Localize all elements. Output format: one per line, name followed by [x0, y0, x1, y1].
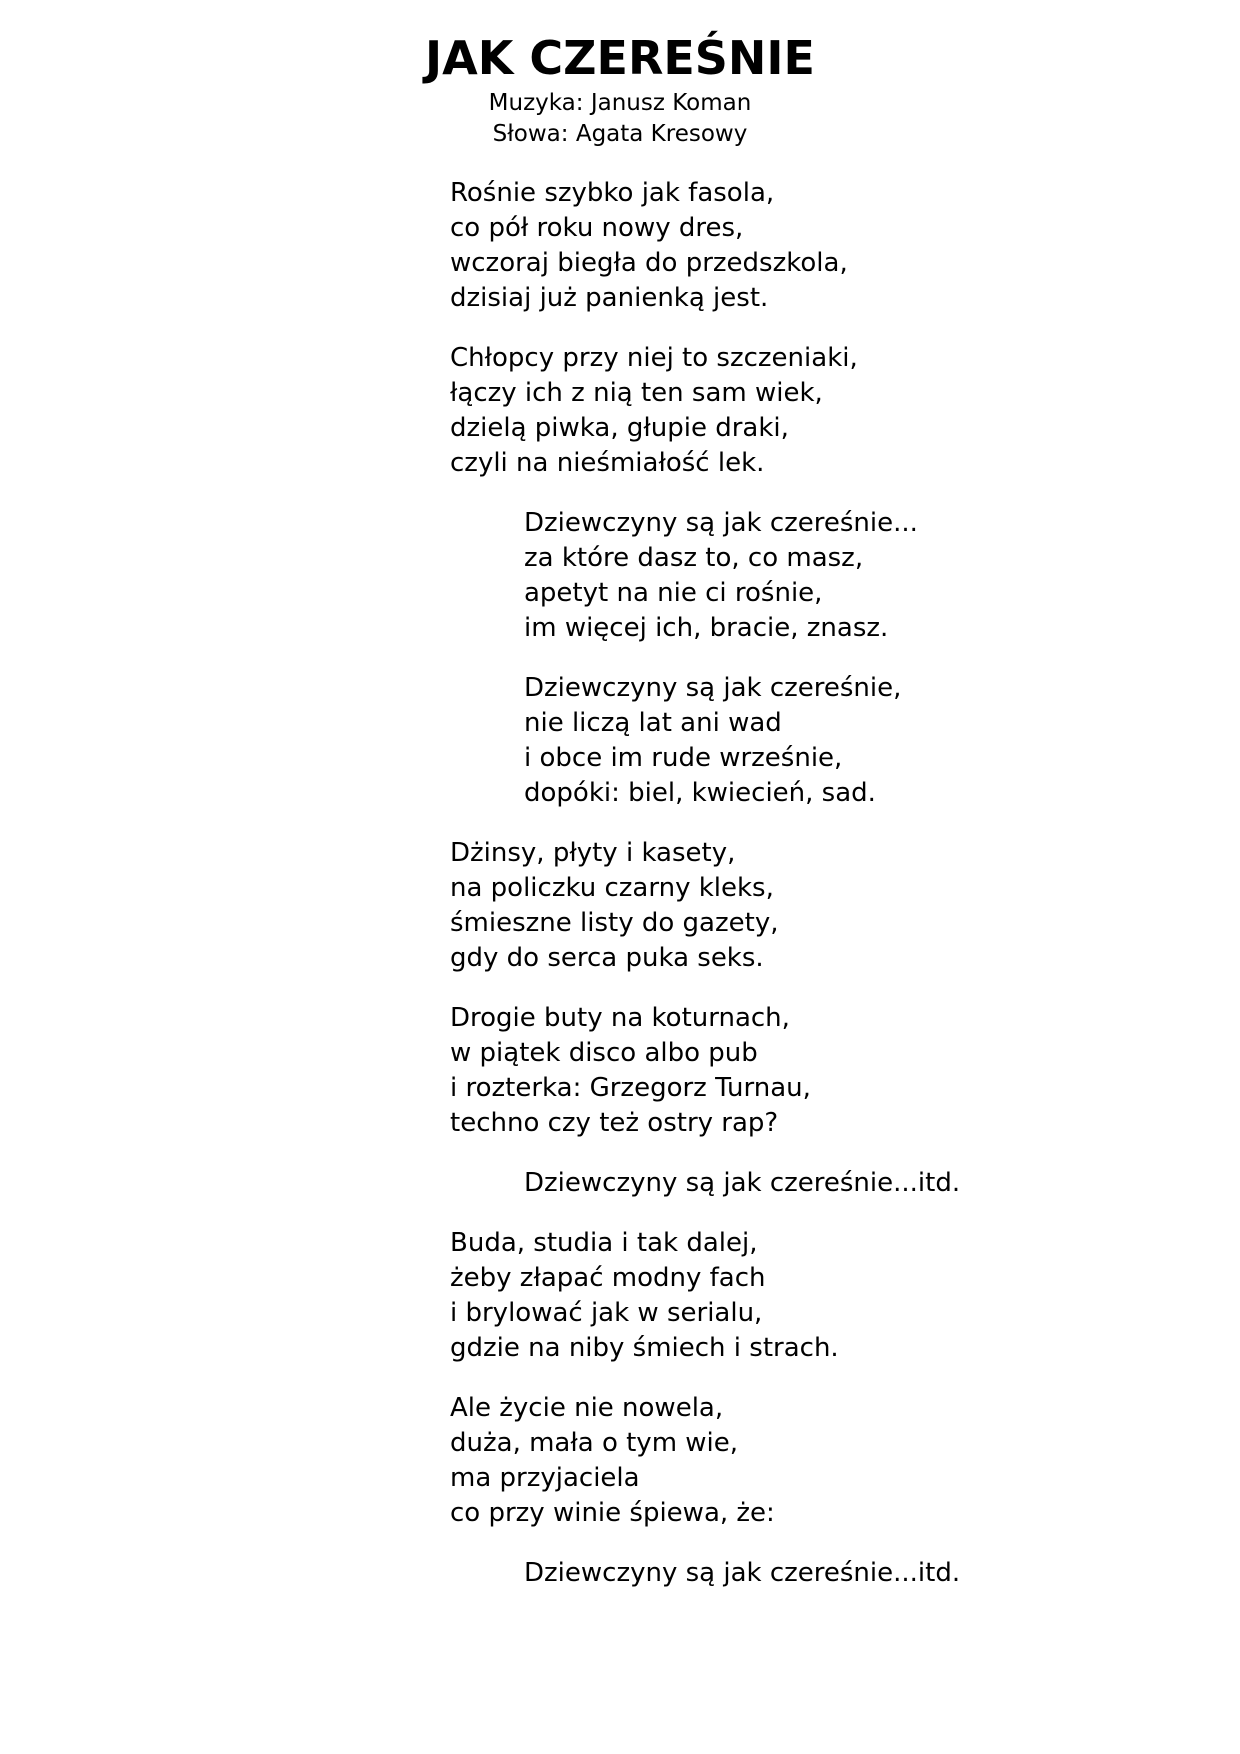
- lyric-line: za które dasz to, co masz,: [524, 543, 864, 573]
- lyric-line: Dziewczyny są jak czereśnie,: [524, 673, 902, 703]
- lyric-line: dzielą piwka, głupie draki,: [450, 413, 789, 443]
- lyric-line: dopóki: biel, kwiecień, sad.: [524, 778, 876, 808]
- lyrics-body: [450, 176, 1210, 1616]
- lyric-line: i rozterka: Grzegorz Turnau,: [450, 1073, 811, 1103]
- lyric-line: łączy ich z nią ten sam wiek,: [450, 378, 823, 408]
- lyric-line: techno czy też ostry rap?: [450, 1108, 779, 1138]
- lyric-line: Dziewczyny są jak czereśnie...itd.: [524, 1558, 961, 1588]
- lyric-line: gdy do serca puka seks.: [450, 943, 764, 973]
- lyric-line: w piątek disco albo pub: [450, 1038, 758, 1068]
- lyric-line: gdzie na niby śmiech i strach.: [450, 1333, 839, 1363]
- lyric-line: wczoraj biegła do przedszkola,: [450, 248, 848, 278]
- song-credits: [0, 88, 1240, 150]
- lyric-line: czyli na nieśmiałość lek.: [450, 448, 765, 478]
- lyric-line: co przy winie śpiewa, że:: [450, 1498, 775, 1528]
- lyric-line: Rośnie szybko jak fasola,: [450, 178, 775, 208]
- lyric-line: co pół roku nowy dres,: [450, 213, 744, 243]
- stanza-chorus-3: [524, 1166, 1210, 1201]
- lyric-line: i brylować jak w serialu,: [450, 1298, 763, 1328]
- stanza-verse-1: [450, 176, 1210, 316]
- lyric-line: dzisiaj już panienką jest.: [450, 283, 769, 313]
- lyric-line: im więcej ich, bracie, znasz.: [524, 613, 889, 643]
- lyric-line: Dziewczyny są jak czereśnie...: [524, 508, 918, 538]
- lyric-line: ma przyjaciela: [450, 1463, 640, 1493]
- stanza-verse-2: [450, 341, 1210, 481]
- stanza-verse-4: [450, 1001, 1210, 1141]
- stanza-chorus-4: [524, 1556, 1210, 1591]
- lyric-line: żeby złapać modny fach: [450, 1263, 766, 1293]
- stanza-chorus-2: [524, 671, 1210, 811]
- lyrics-credit: Słowa: Agata Kresowy: [492, 121, 748, 147]
- lyric-line: Buda, studia i tak dalej,: [450, 1228, 758, 1258]
- lyric-line: Chłopcy przy niej to szczeniaki,: [450, 343, 858, 373]
- music-credit: Muzyka: Janusz Koman: [488, 90, 752, 116]
- lyric-line: apetyt na nie ci rośnie,: [524, 578, 823, 608]
- song-title: JAK CZEREŚNIE: [425, 31, 815, 85]
- song-header: [0, 28, 1240, 150]
- lyric-line: i obce im rude wrześnie,: [524, 743, 843, 773]
- lyric-line: Ale życie nie nowela,: [450, 1393, 724, 1423]
- stanza-verse-3: [450, 836, 1210, 976]
- lyric-line: Dziewczyny są jak czereśnie...itd.: [524, 1168, 961, 1198]
- lyric-line: nie liczą lat ani wad: [524, 708, 782, 738]
- lyric-line: Drogie buty na koturnach,: [450, 1003, 790, 1033]
- stanza-verse-5: [450, 1226, 1210, 1366]
- stanza-verse-6: [450, 1391, 1210, 1531]
- lyric-line: na policzku czarny kleks,: [450, 873, 774, 903]
- lyric-line: duża, mała o tym wie,: [450, 1428, 739, 1458]
- lyric-line: Dżinsy, płyty i kasety,: [450, 838, 736, 868]
- stanza-chorus-1: [524, 506, 1210, 646]
- lyric-line: śmieszne listy do gazety,: [450, 908, 779, 938]
